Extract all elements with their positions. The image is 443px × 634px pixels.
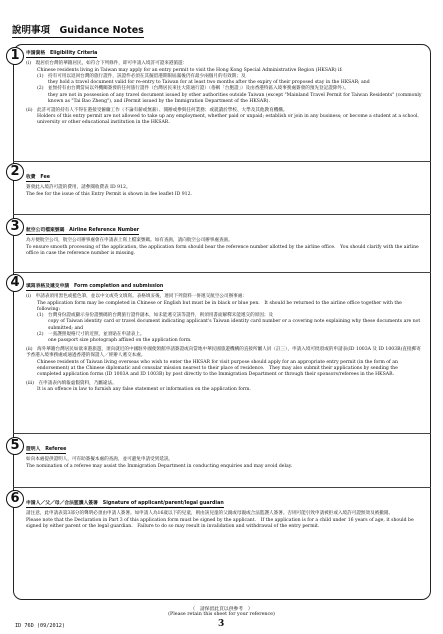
section-divider — [13, 433, 431, 434]
paragraph-en: Holders of this entry permit are not allowed to take up any employment, whether paid or unpaid; establish or join in any business; or become a student at a school, university or other educational institution in the HKSAR. — [37, 114, 419, 126]
paragraph-zh: 一張護照規格尺寸的近照，並須貼在申請表上。 — [48, 332, 145, 338]
item-label: (2) — [37, 332, 44, 338]
item-label: (2) — [37, 86, 44, 92]
section-title: 填寫表格及遞交申請 Form completion and submission — [26, 284, 163, 291]
paragraph-zh: 請注意，此申請表第3部分的聲明必須由申請人簽署。如申請人為16歲以下的兒童，則由該兒童的父親或母親或合法監護人簽署。否則可能引致申請被拒或入境許可證無效及被撤銷。 — [26, 511, 394, 517]
retain-note-en: (Please retain this sheet for your reference) — [168, 612, 275, 617]
paragraph-zh: (iii) 在申請表內填報虛假資料，乃屬違法。 — [26, 381, 117, 387]
section-number-badge: 6 — [6, 490, 24, 508]
paragraph-zh: (i) 申請表須用黑色或藍色筆，並以中文或英文填寫。表格填妥後，連同下列資料一併遞交航空公司辦事處： — [26, 294, 247, 300]
section-eligibility — [26, 51, 422, 127]
section-title: 證明人 Referee — [26, 447, 66, 454]
paragraph-en: Please note that the Declaration in Part 3 of this application form must be signed by the applicant. If the application is for a child under 16 years of age, it should be signed by either parent or the legal guardian. Failure to do so may result in invalidation and withdrawal of the entry permit. — [26, 517, 414, 529]
item-label: (1) — [37, 73, 44, 79]
section-airline-reference — [26, 228, 422, 257]
paragraph-en: copy of Taiwan identity card or travel document indicating applicant's Taiwan identity card number or a covering note explaining why these documents are not submitted; and — [48, 319, 421, 331]
section-title: 申請人／父／母／合法監護人簽署 Signature of applicant/parent/legal guardian — [26, 501, 224, 508]
section-number-badge: 2 — [6, 163, 24, 181]
paragraph-zh: (i) 現居於台灣的華籍居民，如符合下列條件，即可申請入境許可證來港旅遊： — [26, 61, 188, 67]
section-signature — [26, 501, 422, 530]
paragraph-en: Chinese residents of Taiwan living overseas who wish to enter the HKSAR for visit purpose should apply for an appropriate entry permit (in the form of an endorsement) at the Chinese diplomatic and consular mission nearest to their place of residence. They may also submit their applications by sending the completed application forms (ID 1003A and ID 1003B) by post directly to the Immigration Department or through their sponsors/referees in the HKSAR. — [37, 359, 398, 378]
page-title: 說明事項 Guidance Notes — [12, 22, 144, 38]
paragraph-zh: 簽發此入境許可證的費用，請參閱收費表 ID 912。 — [26, 185, 131, 191]
paragraph-en: they hold a travel document valid for re-entry to Taiwan for at least two months after the expiry of their proposed stay in the HKSAR; and — [48, 80, 370, 86]
section-divider — [13, 487, 431, 488]
section-number-badge: 4 — [6, 274, 24, 292]
paragraph-en: The nomination of a referee may assist the Immigration Department in conducting enquiries and may avoid delay. — [26, 463, 293, 469]
paragraph-en: The application form may be completed in Chinese or English but must be in black or blue pen. It should be returned to the airline office together with the following: — [37, 300, 402, 312]
paragraph-zh: 並無持有由台灣當局以外機關簽發的任何旅行證件（台灣居民來往大陸通行證）（俗稱「台胞證」）及由香港特區入境事務處簽發的預先登記證除外）。 — [48, 86, 349, 92]
paragraph-en: It is an offence in law to furnish any false statement or information on the application form. — [37, 387, 251, 393]
paragraph-zh: 如向本處提供證明人，可有助簽擬本處的查詢，並可避免申請受到延誤。 — [26, 457, 174, 463]
section-referee — [26, 447, 422, 470]
item-label: (1) — [37, 313, 44, 319]
section-divider — [13, 161, 431, 162]
section-divider — [13, 214, 431, 215]
page-number: 3 — [218, 619, 225, 629]
section-title: 收費 Fee — [26, 175, 50, 182]
section-title: 航空公司檔案號碼 Airline Reference Number — [26, 228, 139, 235]
section-form-submission — [26, 284, 422, 394]
paragraph-en: they are not in possession of any travel document issued by other authorities outside Taiwan (except "Mainland Travel Permit for Taiwan Residents" (commonly known as "Tai Bao Zheng"), and iPermit issued by the Immigration Department of the HKSAR). — [48, 92, 422, 105]
section-divider — [13, 272, 431, 273]
retain-note-zh: （ 請保留此頁以供參考 ） — [190, 607, 253, 612]
section-number-badge: 1 — [6, 47, 24, 65]
section-number-badge: 5 — [6, 437, 24, 455]
section-fee — [26, 175, 422, 198]
paragraph-zh: 台灣身份證或顯示身份證號碼的台灣旅行證件副本，如未能遞交該等證件，則須用書面解釋未能遞交的原因；及 — [48, 313, 274, 319]
paragraph-zh: 為方便航空公司，航空公司辦事處會在申請表上寫上檔案號碼。如有查詢，請向航空公司辦事處查詢。 — [26, 238, 233, 244]
paragraph-en: The fee for the issue of this Entry Permit is shown in fee leaflet ID 912. — [26, 191, 192, 197]
paragraph-zh: 持有可用以返回台灣的旅行證件，該證件必須在其擬留港期限屆滿後仍有最少兩個月的有效期；及 — [48, 73, 246, 79]
paragraph-en: To ensure smooth processing of the application, the application form should bear the reference number allotted by the airline office. You should clarify with the airline office in case the reference number is missing. — [26, 244, 419, 256]
section-number-badge: 3 — [6, 218, 24, 236]
paragraph-zh: (ii) 此許可證的持有人不得在港接受僱傭工作（不論有薪或無薪）、開辦或參與任何業務；或就讀於學校、大學及其他教育機構。 — [26, 107, 288, 113]
form-code: ID 76D (09/2012) — [15, 623, 65, 629]
paragraph-en: Chinese residents living in Taiwan may apply for an entry permit to visit the Hong Kong Special Administrative Region (HKSAR) if: — [37, 67, 343, 73]
section-title: 申請資格 Eligibility Criteria — [26, 51, 97, 58]
paragraph-zh: (ii) 海外華籍台灣居民如欲來港旅遊，須向就近的中國駐外國使領館申請簽證或向當地中華民國旅遊機構的直接所屬人員（註三），申請入境可批項或的申請表(ID 1003A 及 ID 1003B)直接郵寄予香港入境事務處或通過香港的保證人／經辦人遞交本處。 — [26, 347, 421, 359]
paragraph-en: one passport size photograph affixed on the application form. — [48, 338, 192, 344]
